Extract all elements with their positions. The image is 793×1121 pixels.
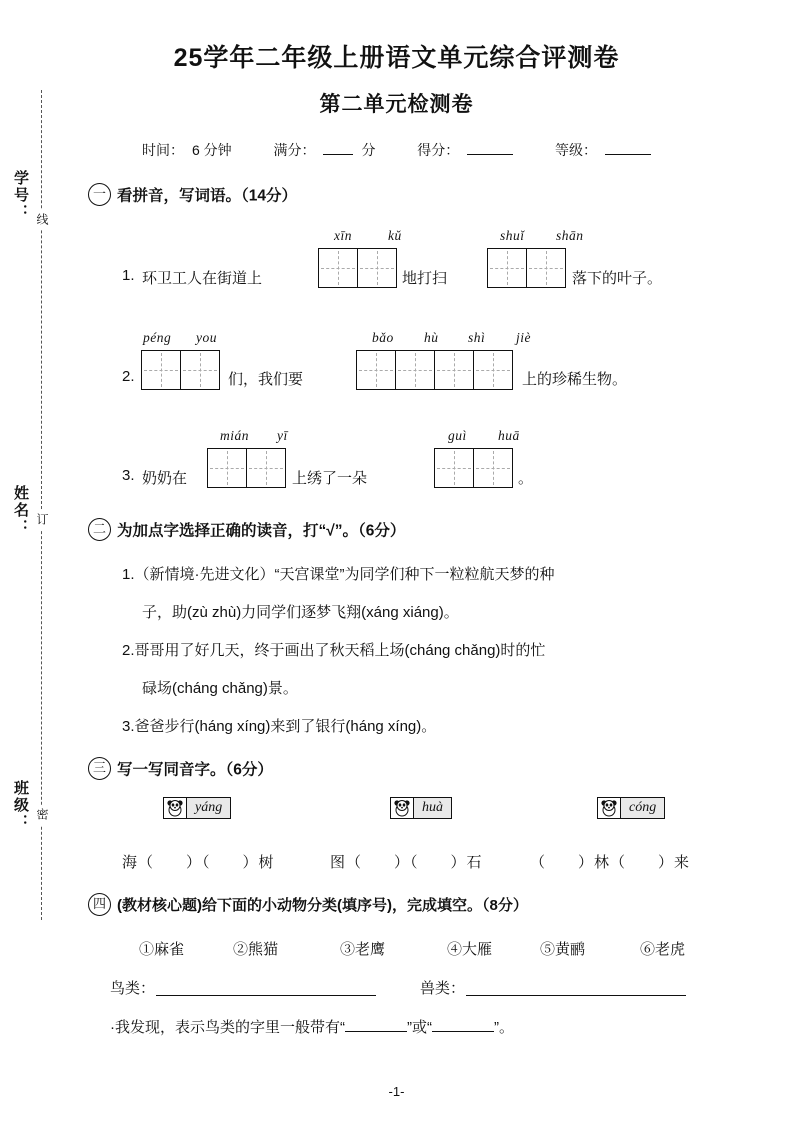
- fullscore-label: 满分：: [273, 142, 316, 158]
- discovery-note: [110, 1016, 514, 1037]
- left-margin-block: [8, 90, 78, 920]
- fullscore-unit: 分: [361, 142, 376, 158]
- gainscore-label: 得分：: [417, 142, 460, 158]
- page-subtitle: 第二单元检测卷: [319, 93, 474, 116]
- pinyin-xin: xīn: [334, 228, 352, 243]
- tianzi-cell[interactable]: [356, 350, 396, 390]
- beasts-answer-blank[interactable]: [466, 995, 686, 996]
- pinyin-yi: yī: [277, 428, 288, 443]
- pinyin-chip-cong: [597, 797, 665, 819]
- section-4-heading: [88, 893, 528, 916]
- tianzi-cell[interactable]: [207, 448, 247, 488]
- tianzi-cell[interactable]: [141, 350, 181, 390]
- panda-icon: [164, 798, 187, 818]
- pinyin-hua: huā: [498, 428, 520, 443]
- panda-icon: [598, 798, 621, 818]
- animal-option-6: ⑥老虎: [640, 941, 686, 958]
- section-3-number: 三: [88, 757, 111, 780]
- tongyinzi-answer-1[interactable]: 海（ ）（ ）树: [122, 854, 275, 871]
- pinyin-jie: jiè: [516, 330, 531, 345]
- tongyinzi-answer-2[interactable]: 图（ ）（ ）石: [330, 854, 483, 871]
- tianzi-cell[interactable]: [318, 248, 358, 288]
- section-2-line-3: 2.哥哥用了好几天，终于画出了秋天稻上场(cháng chǎng)时的忙: [122, 642, 546, 659]
- pinyin-peng: péng: [143, 330, 172, 345]
- discovery-note-pre: ·我发现，表示鸟类的字里一般带有“: [110, 1019, 345, 1036]
- pinyin-gui: guì: [448, 428, 467, 443]
- section-2-heading: [88, 518, 405, 541]
- birds-answer-blank[interactable]: [156, 995, 376, 996]
- student-class-label: 班级：: [12, 780, 29, 831]
- animal-option-1: ①麻雀: [139, 941, 185, 958]
- beasts-label: 兽类：: [420, 980, 466, 997]
- section-1-title: 看拼音，写词语。（14分）: [117, 187, 297, 205]
- discovery-note-mid: ”或“: [407, 1019, 432, 1036]
- tianzi-cell[interactable]: [487, 248, 527, 288]
- pinyin-shi: shì: [468, 330, 486, 345]
- q2-index: 2.: [122, 368, 135, 385]
- student-id-label: 学号：: [12, 170, 29, 221]
- animal-option-3: ③老鹰: [340, 941, 386, 958]
- pinyin-you: you: [196, 330, 217, 345]
- q1-text-mid: 地打扫: [402, 270, 448, 287]
- discovery-note-post: ”。: [494, 1019, 514, 1036]
- q1-answer-box-2[interactable]: [487, 248, 566, 288]
- q3-text-post: 。: [518, 470, 534, 487]
- pinyin-chip-value: yáng: [187, 798, 230, 818]
- q1-index: 1.: [122, 267, 135, 284]
- q3-answer-box-1[interactable]: [207, 448, 286, 488]
- section-4-number: 四: [88, 893, 111, 916]
- pinyin-chip-value: huà: [414, 798, 451, 818]
- pinyin-shui: shuǐ: [500, 228, 525, 243]
- pinyin-chip-value: cóng: [621, 798, 664, 818]
- section-2-line-1: 1.（新情境·先进文化）“天宫课堂”为同学们种下一粒粒航天梦的种: [122, 566, 555, 583]
- pinyin-hu: hù: [424, 330, 439, 345]
- animal-option-2: ②熊猫: [233, 941, 279, 958]
- tianzi-cell[interactable]: [246, 448, 286, 488]
- radical-blank-1[interactable]: [345, 1031, 407, 1032]
- section-1-heading: [88, 183, 297, 206]
- tianzi-cell[interactable]: [473, 350, 513, 390]
- section-1-number: 一: [88, 183, 111, 206]
- section-2-line-2: 子，助(zù zhù)力同学们逐梦飞翔(xáng xiáng)。: [142, 604, 459, 621]
- q2-answer-box-1[interactable]: [141, 350, 220, 390]
- gainscore-blank[interactable]: [467, 154, 513, 155]
- tongyinzi-answer-3[interactable]: （ ）林（ ）来: [530, 854, 691, 871]
- section-3-title: 写一写同音字。（6分）: [117, 761, 273, 779]
- section-3-heading: [88, 757, 273, 780]
- time-value: 6 分钟: [191, 142, 232, 158]
- q2-answer-box-2[interactable]: [356, 350, 513, 390]
- exam-meta-row: [0, 140, 793, 160]
- tianzi-cell[interactable]: [434, 350, 474, 390]
- radical-blank-2[interactable]: [432, 1031, 494, 1032]
- page-title: 25学年二年级上册语文单元综合评测卷: [173, 44, 620, 72]
- section-2-number: 二: [88, 518, 111, 541]
- tianzi-cell[interactable]: [526, 248, 566, 288]
- q1-answer-box-1[interactable]: [318, 248, 397, 288]
- section-2-line-4: 碌场(cháng chǎng)景。: [142, 680, 298, 697]
- q3-text-pre: 奶奶在: [142, 470, 188, 487]
- q1-text-post: 落下的叶子。: [572, 270, 663, 287]
- tianzi-cell[interactable]: [180, 350, 220, 390]
- pinyin-chip-yang: [163, 797, 231, 819]
- section-4-title: (教材核心题)给下面的小动物分类(填序号)，完成填空。（8分）: [117, 897, 528, 914]
- q2-text-mid: 们，我们要: [228, 371, 304, 388]
- seal-char-xian: 线: [34, 210, 51, 230]
- pinyin-bao: bǎo: [372, 330, 394, 345]
- q3-text-mid: 上绣了一朵: [292, 470, 368, 487]
- animal-option-4: ④大雁: [447, 941, 493, 958]
- seal-char-ding: 订: [34, 510, 51, 530]
- tianzi-cell[interactable]: [434, 448, 474, 488]
- fullscore-blank[interactable]: [323, 154, 353, 155]
- section-2-line-5: 3.爸爸步行(háng xíng)来到了银行(háng xíng)。: [122, 718, 437, 735]
- animal-option-5: ⑤黄鹂: [540, 941, 586, 958]
- pinyin-mian: mián: [220, 428, 249, 443]
- q1-text-pre: 环卫工人在街道上: [142, 270, 263, 287]
- panda-icon: [391, 798, 414, 818]
- time-label: 时间：: [141, 142, 184, 158]
- birds-label: 鸟类：: [110, 980, 156, 997]
- tianzi-cell[interactable]: [473, 448, 513, 488]
- pinyin-ku: kǔ: [388, 228, 402, 243]
- q2-text-post: 上的珍稀生物。: [522, 371, 628, 388]
- tianzi-cell[interactable]: [395, 350, 435, 390]
- tianzi-cell[interactable]: [357, 248, 397, 288]
- section-2-title: 为加点字选择正确的读音，打“√”。（6分）: [117, 522, 406, 540]
- grade-label: 等级：: [555, 142, 598, 158]
- q3-index: 3.: [122, 467, 135, 484]
- student-name-label: 姓名：: [12, 485, 29, 536]
- pinyin-shan: shān: [556, 228, 584, 243]
- seal-char-mi: 密: [34, 805, 51, 825]
- q3-answer-box-2[interactable]: [434, 448, 513, 488]
- grade-blank[interactable]: [605, 154, 651, 155]
- pinyin-chip-hua: [390, 797, 452, 819]
- page-number: -1-: [388, 1084, 405, 1099]
